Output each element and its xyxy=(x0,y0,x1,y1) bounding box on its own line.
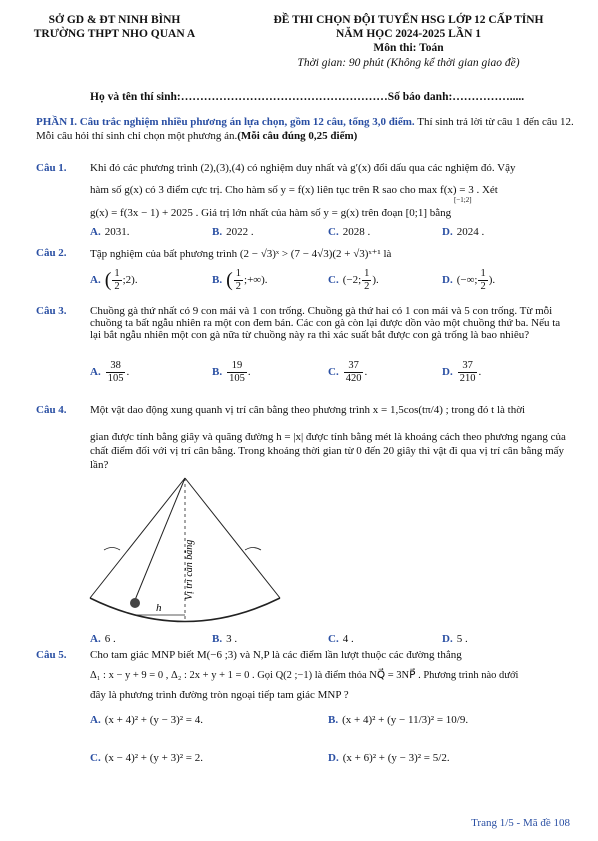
q3-text: Chuồng gà thứ nhất có 9 con mái và 1 con trống. Chuồng gà thứ hai có 1 con mái và 5 con trống. Từ mỗi chuồng ta bất ngẫu nhiên ra một con đem bán. Các con gà còn lại được dồn vào một chuồng thứ ba. Nếu ta lại bắt ngẫu nhiên một con gà nữa từ chuồng này ra thì xác suất bắt được con gà trống là bao nhiêu? xyxy=(90,305,561,341)
q5-option-b[interactable]: B. (x + 4)² + (y − 11/3)² = 10/9. xyxy=(328,714,469,726)
equilibrium-label: Vị trí cân bằng xyxy=(184,539,195,600)
q5-option-a[interactable]: A. (x + 4)² + (y − 3)² = 4. xyxy=(90,714,204,726)
h-label: h xyxy=(156,602,162,614)
section-intro xyxy=(36,115,574,143)
q3-option-a[interactable]: A. $\frac{38}{105}$ . xyxy=(90,360,130,384)
student-id-label: Số báo danh:……………..... xyxy=(387,91,525,103)
q4-option-d[interactable]: D. 5 . xyxy=(442,633,468,645)
q3-option-d[interactable]: D. $\frac{37}{210}$ . xyxy=(442,360,482,384)
pendulum-right-string xyxy=(185,478,280,598)
q2-option-c[interactable]: C. (−2; $\frac{1}{2}$ ). xyxy=(328,268,379,292)
q3-option-c[interactable]: C. $\frac{37}{420}$ . xyxy=(328,360,368,384)
q2-option-a[interactable]: A. ( $\frac{1}{2}$ ;2). xyxy=(90,268,138,292)
pendulum-left-string xyxy=(90,478,185,598)
q1-option-d[interactable]: D. 2024 . xyxy=(442,226,485,238)
q1-max-subscript: [−1;2] xyxy=(454,196,472,204)
section-title: PHẦN I. Câu trắc nghiệm nhiều phương án lựa chọn, gồm 12 câu, tổng 3,0 điểm. xyxy=(36,116,415,128)
q4-label: Câu 4. xyxy=(36,404,67,416)
q2-label: Câu 2. xyxy=(36,247,67,259)
q1-label: Câu 1. xyxy=(36,162,67,174)
q3-option-b[interactable]: B. $\frac{19}{105}$ . xyxy=(212,360,251,384)
section-instructions: Thí sinh trả lời từ câu 1 đến câu 12. Mỗi câu hỏi thí sinh chỉ chọn một phương án. xyxy=(36,116,574,142)
q5-option-d[interactable]: D. (x + 6)² + (y − 3)² = 5/2. xyxy=(328,752,450,764)
q1-option-a[interactable]: A. 2031. xyxy=(90,226,130,238)
q1-line1: Khi đó các phương trình (2),(3),(4) có nghiệm duy nhất và g′(x) đổi dấu qua các nghiệm đó. Vậy xyxy=(90,162,516,174)
motion-arrow-icon xyxy=(104,548,120,551)
q2-option-d[interactable]: D. (−∞; $\frac{1}{2}$ ). xyxy=(442,268,496,292)
student-name-label: Họ và tên thí sinh:……………………………………………… xyxy=(90,91,388,103)
q5-line2: Δ₁ : x − y + 9 = 0 , Δ₂ : 2x + y + 1 = 0 . Gọi Q(2 ;−1) là điểm thỏa NQ⃗ = 3NP⃗ . Phương trình nào dưới xyxy=(90,670,519,681)
pendulum-current-string xyxy=(135,478,185,600)
exam-duration: Thời gian: 90 phút (Không kể thời gian giao đề) xyxy=(297,57,520,69)
q5-line3: đây là phương trình đường tròn ngoại tiếp tam giác MNP ? xyxy=(90,689,349,701)
pendulum-figure xyxy=(80,470,300,630)
q2-text: Tập nghiệm của bất phương trình (2 − √3)ˣ > (7 − 4√3)(2 + √3)ˣ⁺¹ là xyxy=(90,248,392,260)
q1-line3: g(x) = f(3x − 1) + 2025 . Giá trị lớn nhất của hàm số y = g(x) trên đoạn [0;1] bằng xyxy=(90,207,452,219)
q4-line2: gian được tính bằng giây và quãng đường h = |x| được tính bằng mét là khoảng cách theo phương ngang của chất điểm đối với vị trí cân bằng. Trong khoảng thời gian từ 0 đến 20 giây thì vật đi qua vị trí cân bằng mấy lần? xyxy=(90,431,566,471)
q1-option-b[interactable]: B. 2022 . xyxy=(212,226,254,238)
q3-label: Câu 3. xyxy=(36,305,67,317)
exam-title: ĐỀ THI CHỌN ĐỘI TUYỂN HSG LỚP 12 CẤP TỈNH xyxy=(273,14,544,26)
pendulum-bob xyxy=(130,598,140,608)
q5-label: Câu 5. xyxy=(36,649,67,661)
school-name: TRƯỜNG THPT NHO QUAN A xyxy=(33,28,196,40)
q5-line1: Cho tam giác MNP biết M(−6 ;3) và N,P là các điểm lần lượt thuộc các đường thẳng xyxy=(90,649,462,661)
q2-option-b[interactable]: B. ( $\frac{1}{2}$ ;+∞). xyxy=(212,268,268,292)
student-name-line xyxy=(90,91,524,103)
page-footer: Trang 1/5 - Mã đề 108 xyxy=(471,817,570,829)
school-dept: SỞ GD & ĐT NINH BÌNH xyxy=(48,14,181,26)
exam-subject: Môn thi: Toán xyxy=(373,42,444,54)
exam-year: NĂM HỌC 2024-2025 LẦN 1 xyxy=(335,28,482,40)
q1-option-c[interactable]: C. 2028 . xyxy=(328,226,371,238)
section-note: (Mỗi câu đúng 0,25 điểm) xyxy=(237,130,358,142)
q4-option-a[interactable]: A. 6 . xyxy=(90,633,116,645)
q4-option-b[interactable]: B. 3 . xyxy=(212,633,238,645)
q1-line2: hàm số g(x) có 3 điểm cực trị. Cho hàm số y = f(x) liên tục trên R sao cho max f(x) = 3 . Xét xyxy=(90,184,498,196)
q4-line1: Một vật dao động xung quanh vị trí cân bằng theo phương trình x = 1,5cos(tπ/4) ; trong đó t là thời xyxy=(90,404,526,416)
q5-option-c[interactable]: C. (x − 4)² + (y + 3)² = 2. xyxy=(90,752,204,764)
q4-option-c[interactable]: C. 4 . xyxy=(328,633,354,645)
motion-arrow-icon xyxy=(245,548,261,551)
